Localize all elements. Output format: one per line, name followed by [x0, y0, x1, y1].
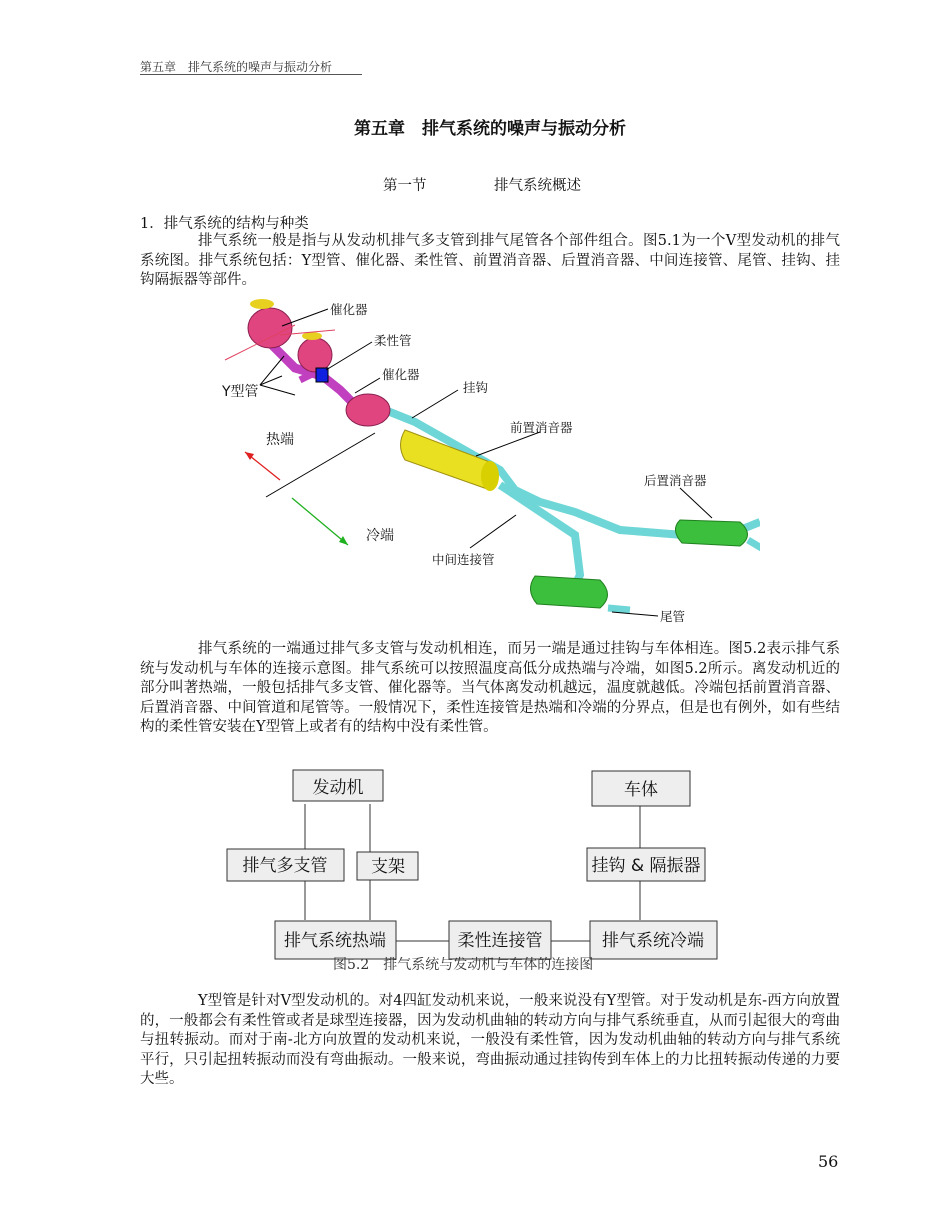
catalyst-mid: [346, 394, 390, 426]
paragraph-hot-cold: 排气系统的一端通过排气多支管与发动机相连，而另一端是通过挂钩与车体相连。图5.2表示排气系统与发动机与车体的连接示意图。排气系统可以按照温度高低分成热端与冷端，如图5.2所示。离发动机近的部分叫著热端，一般包括排气多支管、催化器等。当气体离发动机越远，温度就越低。冷端包括前置消音器、后置消音器、中间管道和尾管等。一般情况下，柔性连接管是热端和冷端的分界点，但是也有例外，如有些结构的柔性管安装在Y型管上或者有的结构中没有柔性管。: [140, 641, 840, 735]
section-number: 第一节: [383, 178, 427, 194]
box-flex-joint-label: 柔性连接管: [457, 931, 543, 951]
cold-end-arrow: [292, 498, 348, 545]
box-bracket-label: 支架: [371, 857, 405, 877]
paragraph-intro: 排气系统一般是指与从发动机排气多支管到排气尾管各个部件组合。图5.1为一个V型发动机的排气系统图。排气系统包括：Y型管、催化器、柔性管、前置消音器、后置消音器、中间连接管、尾管、挂钩、挂钩隔振器等部件。: [140, 233, 840, 288]
subheading: 1．排气系统的结构与种类: [140, 216, 309, 232]
label-middle-pipe: 中间连接管: [432, 552, 495, 567]
running-header: 第五章 排气系统的噪声与振动分析: [140, 60, 333, 74]
label-catalyst-top: 催化器: [330, 302, 368, 317]
label-cold-end: 冷端: [366, 528, 394, 544]
exhaust-system-illustration: [200, 290, 760, 635]
paragraph-y-pipe: Y型管是针对V型发动机的。对4四缸发动机来说，一般来说没有Y型管。对于发动机是东-西方向放置的，一般都会有柔性管或者是球型连接器，因为发动机曲轴的转动方向与排气系统垂直，从而引起很大的弯曲与扭转振动。而对于南-北方向放置的发动机来说，一般没有柔性管，因为发动机曲轴的转动方向与排气系统平行，只引起扭转振动而没有弯曲振动。一般来说，弯曲振动通过挂钩传到车体上的力比扭转振动传递的力要大些。: [140, 993, 840, 1087]
rear-muffler-right: [675, 520, 747, 546]
box-cold-end-label: 排气系统冷端: [602, 931, 704, 951]
header-rule: [140, 74, 362, 75]
figure-caption: 图5.2 排气系统与发动机与车体的连接图: [333, 957, 594, 973]
box-engine-label: 发动机: [312, 778, 364, 798]
box-body-label: 车体: [624, 780, 658, 800]
box-manifold-label: 排气多支管: [242, 856, 328, 876]
label-rear-muffler: 后置消音器: [644, 473, 707, 488]
section-title: 排气系统概述: [494, 178, 581, 194]
page-number: 56: [818, 1152, 839, 1171]
label-hanger: 挂钩: [463, 380, 489, 395]
box-hot-end-label: 排气系统热端: [284, 931, 386, 951]
chapter-title: 第五章 排气系统的噪声与振动分析: [354, 119, 626, 139]
label-tail-pipe: 尾管: [660, 609, 686, 624]
box-hanger-isolator-label: 挂钩 & 隔振器: [591, 856, 701, 876]
label-flex-pipe: 柔性管: [374, 333, 412, 348]
label-hot-end: 热端: [266, 432, 294, 448]
label-catalyst-mid: 催化器: [382, 367, 420, 382]
connection-diagram: [220, 760, 730, 965]
label-y-pipe: Y型管: [222, 384, 259, 400]
label-front-muffler: 前置消音器: [510, 420, 573, 435]
rear-muffler-left: [530, 576, 607, 608]
catalyst-top: [248, 308, 292, 348]
